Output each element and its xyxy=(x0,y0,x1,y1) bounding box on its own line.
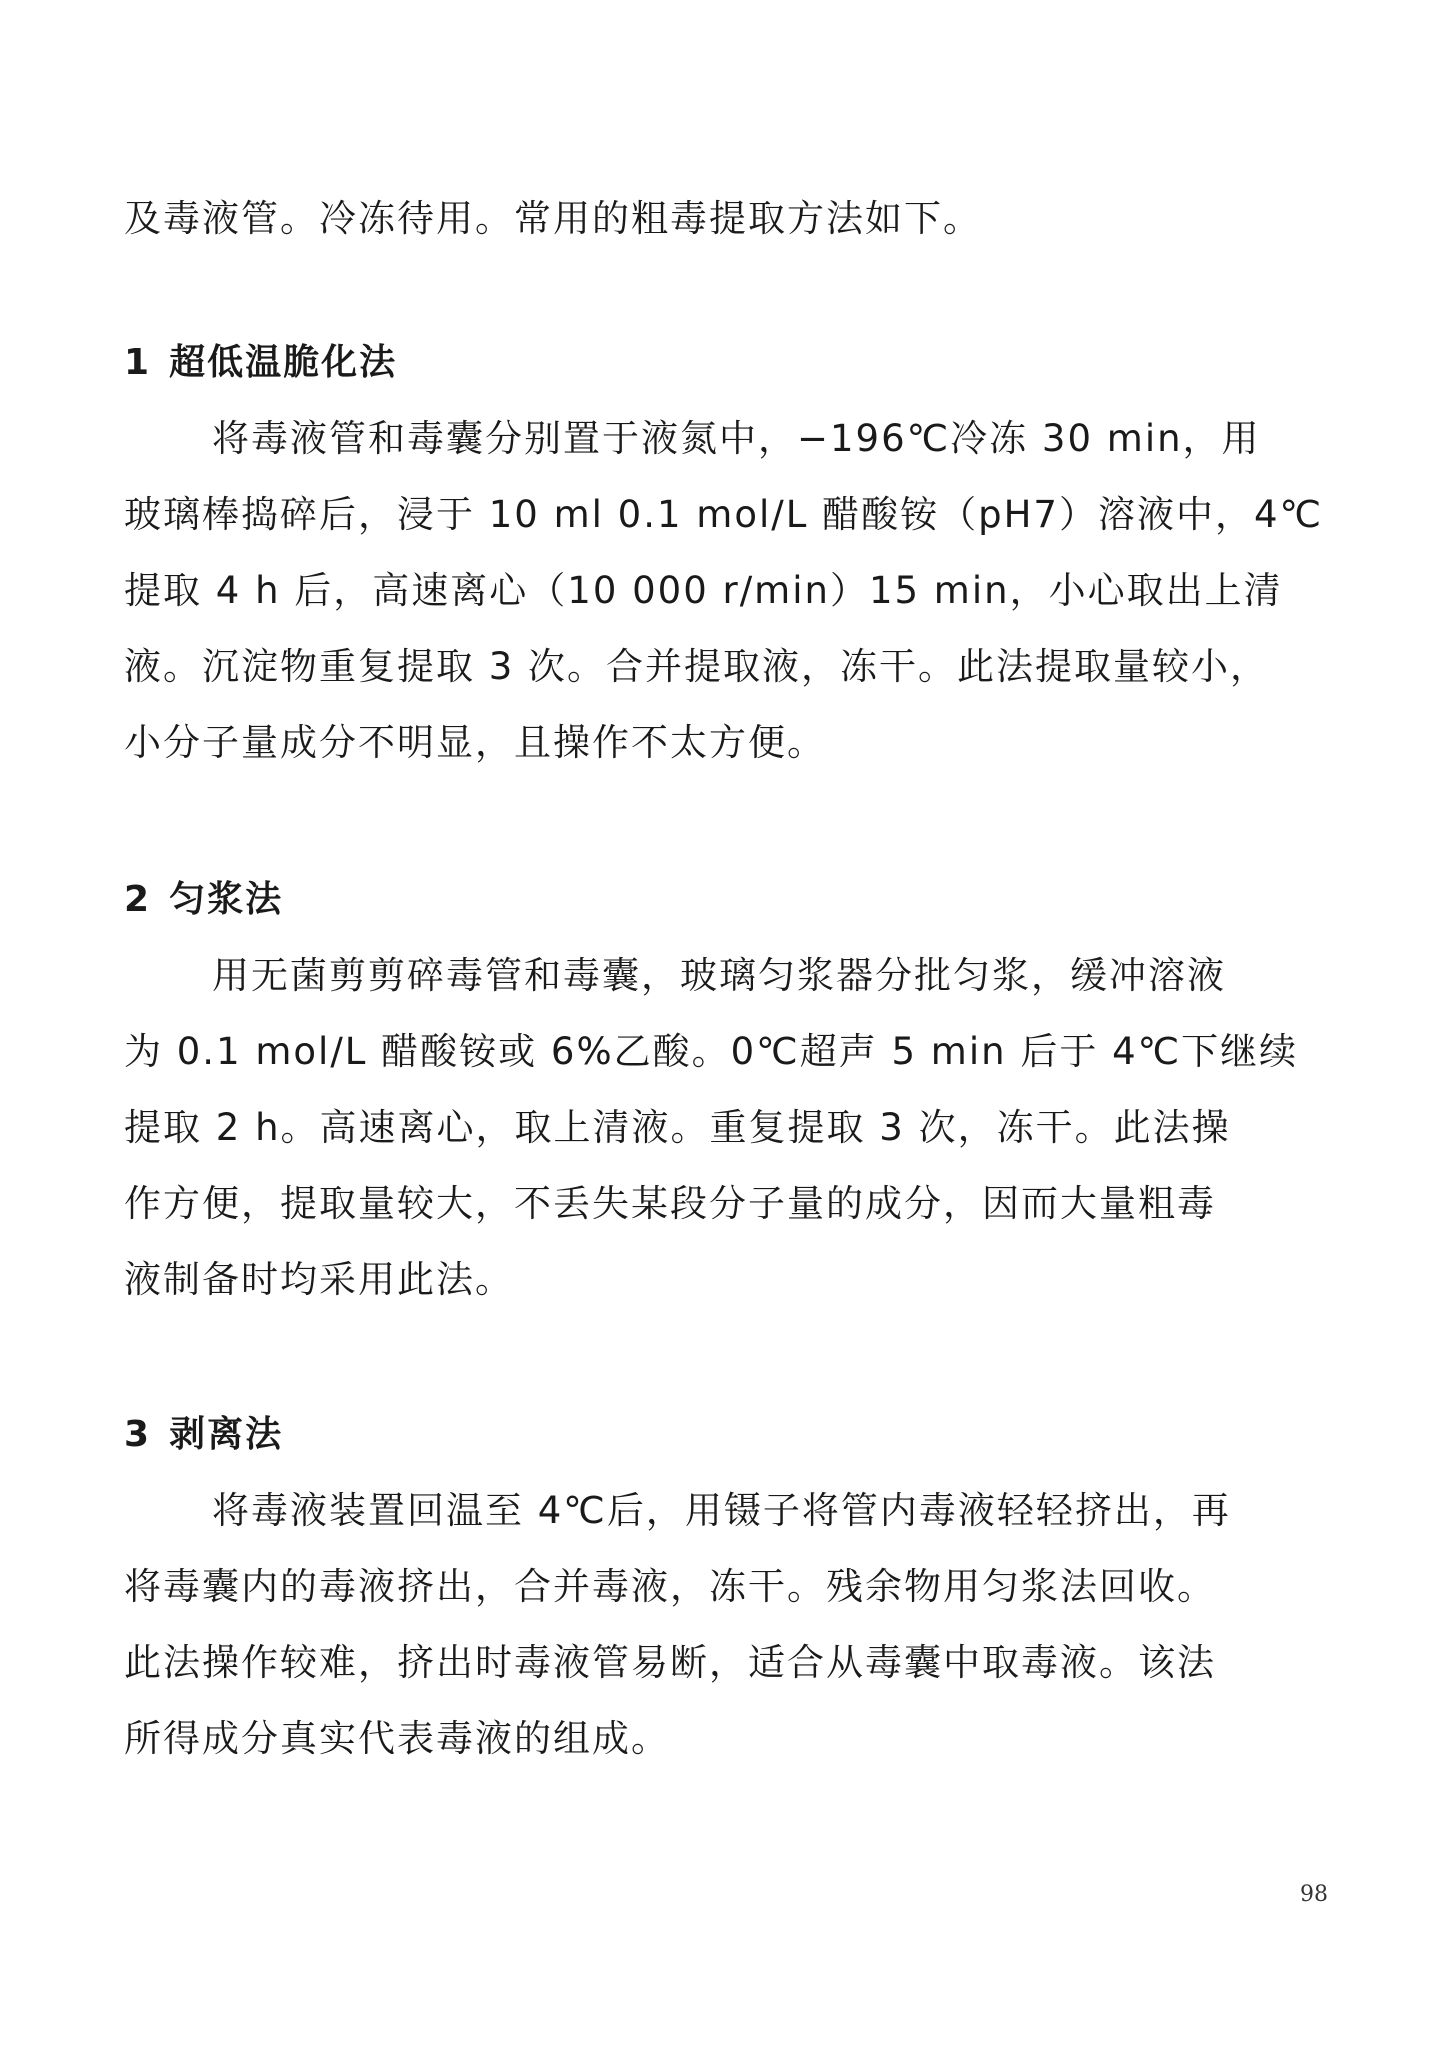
section-homogenization xyxy=(124,862,1334,1318)
paragraph-line: 作方便，提取量较大，不丢失某段分子量的成分，因而大量粗毒 xyxy=(124,1182,1216,1225)
paragraph-line: 为 0.1 mol/L 醋酸铵或 6%乙酸。0℃超声 5 min 后于 4℃下继续 xyxy=(124,1030,1299,1073)
paragraph-line: 将毒囊内的毒液挤出，合并毒液，冻干。残余物用匀浆法回收。 xyxy=(124,1565,1216,1608)
paragraph-line: 用无菌剪剪碎毒管和毒囊，玻璃匀浆器分批匀浆，缓冲溶液 xyxy=(212,954,1226,997)
paragraph-line: 此法操作较难，挤出时毒液管易断，适合从毒囊中取毒液。该法 xyxy=(124,1641,1216,1684)
paragraph-line: 玻璃棒捣碎后，浸于 10 ml 0.1 mol/L 醋酸铵（pH7）溶液中，4℃ xyxy=(124,493,1324,536)
section-heading xyxy=(124,862,1334,938)
section-paragraph xyxy=(124,1473,1334,1777)
section-title: 剥离法 xyxy=(169,1414,284,1455)
paragraph-line: 将毒液管和毒囊分别置于液氮中，−196℃冷冻 30 min，用 xyxy=(212,417,1261,460)
section-ultra-low-temperature xyxy=(124,325,1334,781)
paragraph-line: 将毒液装置回温至 4℃后，用镊子将管内毒液轻轻挤出，再 xyxy=(212,1489,1231,1532)
paragraph-line: 提取 4 h 后，高速离心（10 000 r/min）15 min，小心取出上清 xyxy=(124,569,1283,612)
section-heading xyxy=(124,1397,1334,1473)
paragraph-line: 液制备时均采用此法。 xyxy=(124,1258,514,1301)
paragraph-line: 所得成分真实代表毒液的组成。 xyxy=(124,1717,670,1760)
section-paragraph xyxy=(124,938,1334,1318)
paragraph-line: 液。沉淀物重复提取 3 次。合并提取液，冻干。此法提取量较小， xyxy=(124,645,1270,688)
section-number: 2 xyxy=(124,879,152,920)
section-stripping xyxy=(124,1397,1334,1777)
section-title: 匀浆法 xyxy=(169,879,284,920)
section-title: 超低温脆化法 xyxy=(169,342,398,383)
paragraph-line: 小分子量成分不明显，且操作不太方便。 xyxy=(124,721,826,764)
intro-paragraph: 及毒液管。冷冻待用。常用的粗毒提取方法如下。 xyxy=(124,197,982,240)
section-heading xyxy=(124,325,1334,401)
section-paragraph xyxy=(124,401,1334,781)
section-number: 1 xyxy=(124,342,152,383)
section-number: 3 xyxy=(124,1414,152,1455)
paragraph-line: 提取 2 h。高速离心，取上清液。重复提取 3 次，冻干。此法操 xyxy=(124,1106,1231,1149)
page-number: 98 xyxy=(1300,1882,1328,1907)
